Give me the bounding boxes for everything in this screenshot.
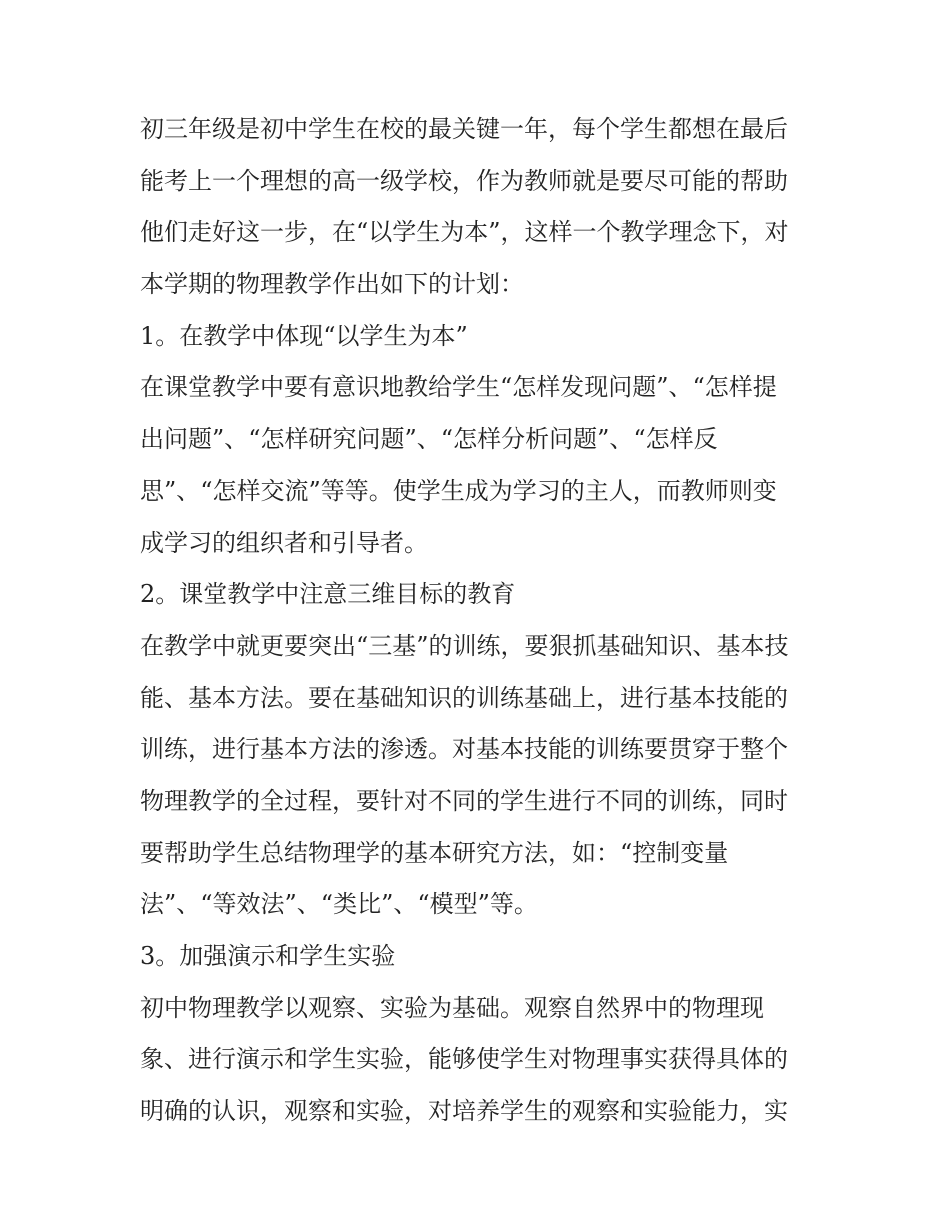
paragraph-intro-line-3: 他们走好这一步，在“以学生为本”，这样一个教学理念下，对	[140, 218, 789, 247]
section-2-text-line-5: 要帮助学生总结物理学的基本研究方法，如：“控制变量	[140, 838, 729, 867]
section-heading-1: 1。在教学中体现“以学生为本”	[140, 321, 468, 350]
section-heading-3: 3。加强演示和学生实验	[140, 942, 396, 970]
paragraph-intro-line-1: 初三年级是初中学生在校的最关键一年，每个学生都想在最后	[140, 115, 788, 143]
section-3-text-line-3: 明确的认识，观察和实验，对培养学生的观察和实验能力，实	[140, 1097, 788, 1126]
section-1-text-line-4: 成学习的组织者和引导者。	[140, 528, 428, 557]
section-1-text-line-3: 思”、“怎样交流”等等。使学生成为学习的主人，而教师则变	[140, 476, 777, 505]
section-3-text-line-1: 初中物理教学以观察、实验为基础。观察自然界中的物理现	[140, 993, 764, 1022]
section-1-text-line-1: 在课堂教学中要有意识地教给学生“怎样发现问题”、“怎样提	[140, 373, 777, 402]
section-3-text-line-2: 象、进行演示和学生实验，能够使学生对物理事实获得具体的	[140, 1045, 788, 1074]
section-1-text-line-2: 出问题”、“怎样研究问题”、“怎样分析问题”、“怎样反	[140, 425, 718, 454]
document-body	[140, 104, 812, 1138]
paragraph-intro-line-4: 本学期的物理教学作出如下的计划：	[140, 270, 524, 299]
section-2-text-line-3: 训练，进行基本方法的渗透。对基本技能的训练要贯穿于整个	[140, 735, 788, 764]
section-2-text-line-6: 法”、“等效法”、“类比”、“模型”等。	[140, 890, 538, 919]
section-2-text-line-2: 能、基本方法。要在基础知识的训练基础上，进行基本技能的	[140, 683, 788, 712]
paragraph-intro-line-2: 能考上一个理想的高一级学校，作为教师就是要尽可能的帮助	[140, 166, 788, 195]
section-2-text-line-1: 在教学中就更要突出“三基”的训练，要狠抓基础知识、基本技	[140, 631, 789, 660]
section-2-text-line-4: 物理教学的全过程，要针对不同的学生进行不同的训练，同时	[140, 786, 788, 815]
section-heading-2: 2。课堂教学中注意三维目标的教育	[140, 580, 516, 609]
